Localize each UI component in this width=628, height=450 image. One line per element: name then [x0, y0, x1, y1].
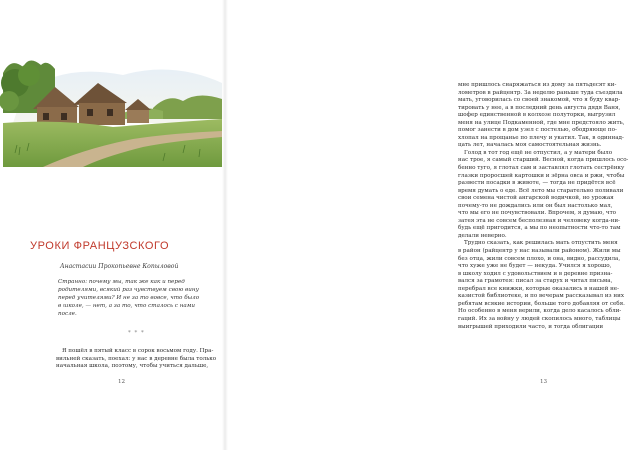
text-line: хлопал на прощанье по плечу и укатил. Так, в одиннад- — [458, 134, 624, 141]
epigraph-line: родителями, всякий раз чувствуем свою вину — [58, 286, 199, 293]
epigraph-line: в школе, — нет, а за то, что сталось с нами — [58, 302, 195, 309]
text-line: Я пошёл в пятый класс в сорок восьмом году. Пра- — [62, 348, 214, 354]
text-line: цать лет, началась моя самостоятельная жизнь. — [458, 142, 602, 149]
text-line: мать, уговорилась со своей знакомой, что я буду квар- — [458, 97, 621, 104]
epigraph-line: после. — [58, 310, 77, 317]
text-line: глазки проросшей картошки и зёрна овса и ржи, чтобы — [458, 172, 625, 179]
text-line: что хуже уже не будет — некуда. Учился я хорошо, — [458, 263, 612, 270]
text-line: время думать о еде. Всё лето мы старательно поливали — [458, 187, 624, 194]
epigraph-line: Странно: почему мы, так же как и перед — [58, 279, 185, 285]
text-line: лометров в райцентр. За неделю раньше туда съездила — [458, 89, 623, 96]
text-line: будь ещё пригодится, а мы по неопытности что-то там — [458, 225, 621, 232]
dedication: Анастасии Прокопьевне Копыловой — [60, 263, 179, 270]
text-line: тировать у нее, а в последний день августа дядя Ваня, — [458, 104, 621, 111]
text-line: Голод в тот год ещё не отпустил, а у матери было — [464, 149, 613, 156]
chapter-title: УРОКИ ФРАНЦУЗСКОГО — [30, 240, 170, 252]
text-line: казистой библиотеке, и по вечерам рассказывал из них — [458, 293, 624, 300]
village-illustration — [3, 53, 222, 167]
left-page — [0, 0, 224, 450]
text-line: почему-то не дождались или он был настолько мал, — [458, 202, 613, 209]
text-line: Но особенно в меня верили, когда дело касалось обли- — [458, 308, 622, 315]
text-line: ребятам всякие истории, больше того добавляя от себя. — [458, 300, 625, 307]
text-line: в школу ходил с удовольствием и в деревне призна- — [458, 270, 613, 277]
text-line: нас трое, я самый старший. Весной, когда пришлось осо- — [458, 157, 628, 164]
text-line: шофер единственной в колхозе полуторки, выгрузил — [458, 112, 616, 119]
text-line: бенно туго, я глотал сам и заставлял глотать сестрёнку — [458, 165, 625, 172]
right-page — [226, 0, 628, 450]
text-line: затея эта не совсем бесполезная и человеку когда-ни- — [458, 217, 620, 224]
text-line: помог занести в дом узел с постелью, ободряюще по- — [458, 127, 617, 134]
text-line: начальная школа, поэтому, чтобы учиться дальше, — [56, 363, 209, 370]
section-separator: * * * — [128, 330, 145, 336]
text-line: Трудно сказать, как решилась мать отпустить меня — [464, 240, 618, 247]
epigraph — [58, 279, 218, 319]
text-line: перебрал все книжки, которые оказались в нашей не- — [458, 285, 620, 292]
text-line: без отца, жили совсем плохо, и она, видно, рассудила, — [458, 255, 621, 262]
text-line: гаций. Их за войну у людей скопилось много, таблицы — [458, 315, 621, 322]
text-line: что мы его не почувствовали. Впрочем, я думаю, что — [458, 210, 617, 217]
page-number-right: 13 — [540, 379, 548, 385]
text-line: вильней сказать, поехал: у нас в деревне была только — [56, 355, 217, 362]
text-line: делали неверно. — [458, 232, 507, 239]
text-line: вался за грамотея: писал за старух и читал письма, — [458, 278, 613, 285]
text-line: мне пришлось снаряжаться из дому за пятьдесят ки- — [458, 82, 617, 88]
left-body-text — [56, 348, 220, 371]
text-line: меня на улице Подкаменной, где мне предстояло жить, — [458, 119, 625, 126]
text-line: выигрышей приходили часто, и тогда облигации — [458, 323, 604, 330]
text-line: развести посадки в животе, — тогда не придётся всё — [458, 180, 616, 187]
right-body-text — [458, 82, 628, 331]
page-number-left: 12 — [118, 379, 126, 385]
text-line: в район (райцентр у нас называли районом). Жили мы — [458, 248, 621, 255]
epigraph-line: перед учителями? И не за то вовсе, что было — [58, 294, 200, 301]
text-line: свои семена чистой ангарской водичкой, но урожая — [458, 195, 614, 202]
